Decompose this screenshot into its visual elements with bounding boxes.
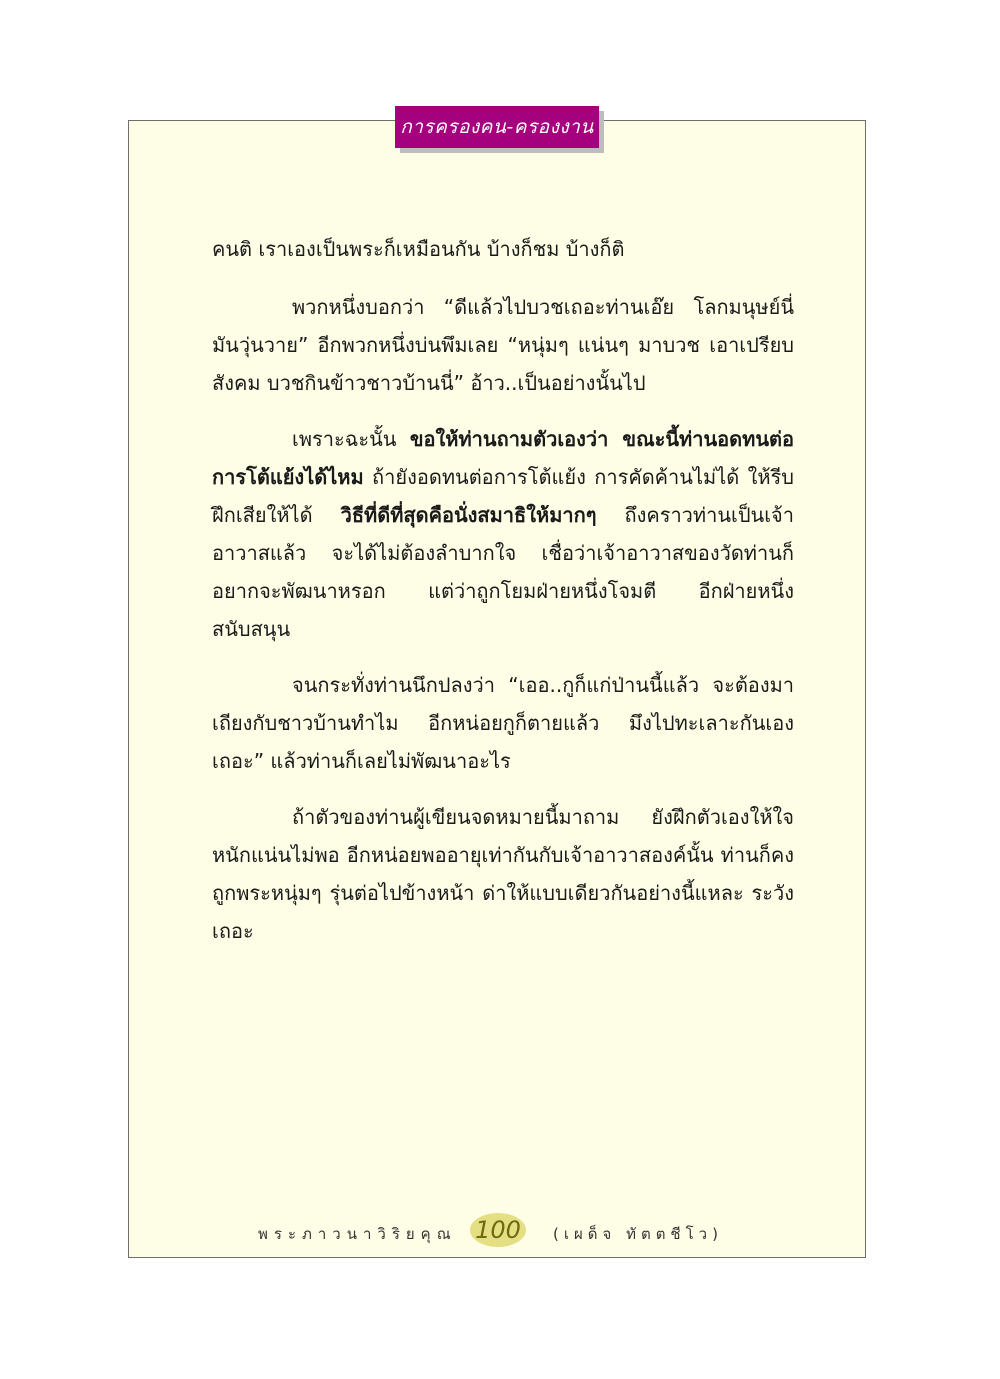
footer-book-title: พระภาวนาวิริยคุณ <box>258 1225 457 1243</box>
paragraph-3-bold-question: ขอให้ท่านถามตัวเองว่า ขณะนี้ท่านอดทนต่อการโต้แย้งได้ไหม <box>212 427 794 489</box>
paragraph-5: ถ้าตัวของท่านผู้เขียนจดหมายนี้มาถาม ยังฝึกตัวเองให้ใจหนักแน่นไม่พอ อีกหน่อยพออายุเท่ากันกับเจ้าอาวาสองค์นั้น ท่านก็คงถูกพระหนุ่มๆ รุ่นต่อไปข้างหน้า ด่าให้แบบเดียวกันอย่างนี้แหละ ระวังเถอะ <box>212 805 794 943</box>
paragraph-3-part-c: ถ้ายังอดทนต่อการโต้แย้ง การคัดค้านไม่ได้ ให้รีบฝึกเสียให้ได้ <box>212 465 794 527</box>
paragraph-3-part-a: เพราะฉะนั้น <box>292 427 410 451</box>
paragraph-1: คนติ เราเองเป็นพระก็เหมือนกัน บ้างก็ชม บ้างก็ติ <box>212 237 625 261</box>
paragraph-3-bold-method: วิธีที่ดีที่สุดคือนั่งสมาธิให้มากๆ <box>340 503 597 527</box>
chapter-header-tab: การครองคน-ครองงาน <box>395 106 599 148</box>
article-body <box>212 230 794 968</box>
page-number-badge: 100 <box>470 1213 526 1247</box>
page-footer <box>128 1210 866 1254</box>
paragraph-4: จนกระทั่งท่านนึกปลงว่า “เออ..กูก็แก่ป่านนี้แล้ว จะต้องมาเถียงกับชาวบ้านทำไม อีกหน่อยกูก็ตายแล้ว มึงไปทะเลาะกันเองเถอะ” แล้วท่านก็เลยไม่พัฒนาอะไร <box>212 673 794 773</box>
paragraph-2: พวกหนึ่งบอกว่า “ดีแล้วไปบวชเถอะท่านเอ๊ย โลกมนุษย์นี่มันวุ่นวาย” อีกพวกหนึ่งบ่นพึมเลย “หนุ่มๆ แน่นๆ มาบวช เอาเปรียบสังคม บวชกินข้าวชาวบ้านนี่” อ้าว..เป็นอย่างนั้นไป <box>212 295 794 395</box>
paragraph-3 <box>212 420 794 648</box>
paragraph-3-part-e: ถึงคราวท่านเป็นเจ้าอาวาสแล้ว จะได้ไม่ต้องลำบากใจ เชื่อว่าเจ้าอาวาสของวัดท่านก็อยากจะพัฒนาหรอก แต่ว่าถูกโยมฝ่ายหนึ่งโจมตี อีกฝ่ายหนึ่งสนับสนุน <box>212 503 794 641</box>
footer-author: (เผด็จ ทัตตชีโว) <box>553 1225 723 1243</box>
